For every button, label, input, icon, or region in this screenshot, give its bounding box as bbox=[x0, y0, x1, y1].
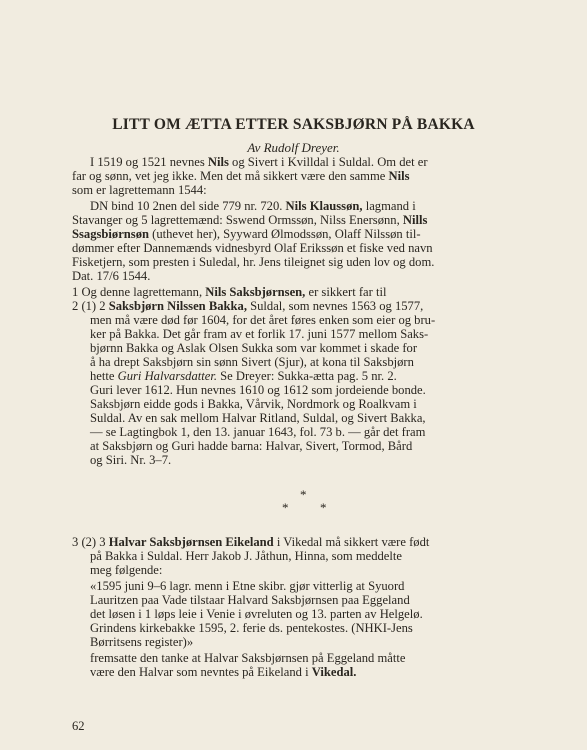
text-line: det løsen i 1 løps leie i Venie i øvreluten og 13. parten av Helgelø. bbox=[90, 607, 423, 621]
text-line bbox=[72, 199, 522, 213]
text-line: og Siri. Nr. 3–7. bbox=[90, 453, 172, 467]
text-run: 3 (2) 3 bbox=[72, 535, 109, 549]
text-line: på Bakka i Suldal. Herr Jakob J. Jåthun, Hinna, som meddelte bbox=[90, 549, 402, 563]
text-line: «1595 juni 9–6 lagr. menn i Etne skibr. gjør vitterlig at Syuord bbox=[90, 579, 405, 593]
text-run: Se Dreyer: Sukka-ætta pag. 5 nr. 2. bbox=[216, 369, 397, 383]
text-line: Fisketjern, som presten i Suledal, hr. Jens tileignet sig uden lov og dom. bbox=[72, 255, 435, 269]
bold-name: Saksbjørn Nilssen Bakka, bbox=[108, 299, 247, 313]
text-line: Guri lever 1612. Hun nevnes 1610 og 1612 som jordeiende bonde. bbox=[90, 383, 426, 397]
text-run: Stavanger og 5 lagrettemænd: Sswend Ormssøn, Nilss Enersønn, bbox=[72, 213, 403, 227]
bold-name: Halvar Saksbjørnsen Eikeland bbox=[108, 535, 274, 549]
text-run: 2 (1) 2 bbox=[72, 299, 109, 313]
text-line bbox=[72, 285, 522, 299]
text-line: dømmer efter Dannemænds vidnesbyrd Olaf Erikssøn et fiske ved navn bbox=[72, 241, 433, 255]
text-line bbox=[90, 665, 540, 679]
text-line: Lauritzen paa Vade tilstaar Halvard Saksbjørnsen paa Eggeland bbox=[90, 593, 410, 607]
text-line: Grindens kirkebakke 1595, 2. ferie ds. pentekostes. (NHKI-Jens bbox=[90, 621, 413, 635]
text-line: å ha drept Saksbjørn sin sønn Sivert (Sjur), at kona til Saksbjørn bbox=[90, 355, 414, 369]
text-run: (uthevet her), Syyward Ølmodssøn, Olaff Nilssøn til- bbox=[149, 227, 421, 241]
text-line: men må være død før 1604, for det året føres enken som eier og bru- bbox=[90, 313, 436, 327]
text-run: hette bbox=[90, 369, 118, 383]
text-line: at Saksbjørn og Guri hadde barna: Halvar, Sivert, Tormod, Bård bbox=[90, 439, 413, 453]
text-line bbox=[72, 227, 522, 241]
section-break-star: * bbox=[320, 500, 327, 515]
bold-name: Vikedal. bbox=[311, 665, 357, 679]
text-line: — se Lagtingbok 1, den 13. januar 1643, fol. 73 b. — går det fram bbox=[90, 425, 426, 439]
text-line: ker på Bakka. Det går fram av et forlik 17. juni 1577 mellom Saks- bbox=[90, 327, 429, 341]
text-line: bjørnn Bakka og Aslak Olsen Sukka som var kommet i skade for bbox=[90, 341, 418, 355]
text-line: Suldal. Av en sak mellom Halvar Ritland, Suldal, og Sivert Bakka, bbox=[90, 411, 426, 425]
text-run: lagmand i bbox=[362, 199, 416, 213]
text-run: I 1519 og 1521 nevnes bbox=[90, 155, 208, 169]
text-line bbox=[72, 213, 522, 227]
text-line: som er lagrettemann 1544: bbox=[72, 183, 207, 197]
text-line: Børritsens register)» bbox=[90, 635, 194, 649]
bold-name: Nils bbox=[207, 155, 229, 169]
text-run: og Sivert i Kvilldal i Suldal. Om det er bbox=[228, 155, 428, 169]
text-run: i Vikedal må sikkert være født bbox=[273, 535, 430, 549]
bold-name: Nils Saksbjørnsen, bbox=[205, 285, 306, 299]
text-line: meg følgende: bbox=[90, 563, 163, 577]
text-line bbox=[90, 369, 540, 383]
text-line bbox=[72, 155, 522, 169]
section-break-star: * bbox=[282, 500, 289, 515]
text-run: 1 Og denne lagrettemann, bbox=[72, 285, 206, 299]
italic-name: Guri Halvarsdatter. bbox=[117, 369, 217, 383]
author-byline: Av Rudolf Dreyer. bbox=[247, 140, 340, 155]
bold-name: Ssagsbiørnsøn bbox=[72, 227, 149, 241]
text-line: Dat. 17/6 1544. bbox=[72, 269, 151, 283]
text-line bbox=[72, 169, 522, 183]
text-run: DN bind 10 2nen del side 779 nr. 720. bbox=[90, 199, 286, 213]
bold-name: Nills bbox=[402, 213, 428, 227]
text-run: er sikkert far til bbox=[305, 285, 387, 299]
section-break-star: * bbox=[300, 487, 307, 502]
article-title: LITT OM ÆTTA ETTER SAKSBJØRN PÅ BAKKA bbox=[112, 116, 475, 133]
text-run: være den Halvar som nevntes på Eikeland i bbox=[90, 665, 312, 679]
bold-name: Nils Klaussøn, bbox=[285, 199, 363, 213]
bold-name: Nils bbox=[388, 169, 410, 183]
text-line bbox=[72, 299, 522, 313]
text-line: fremsatte den tanke at Halvar Saksbjørnsen på Eggeland måtte bbox=[90, 651, 406, 665]
text-line bbox=[72, 535, 522, 549]
text-run: Suldal, som nevnes 1563 og 1577, bbox=[246, 299, 424, 313]
page-number: 62 bbox=[72, 719, 85, 733]
text-line: Saksbjørn eidde gods i Bakka, Vårvik, Nordmork og Roalkvam i bbox=[90, 397, 417, 411]
text-run: far og sønn, vet jeg ikke. Men det må sikkert være den samme bbox=[72, 169, 389, 183]
